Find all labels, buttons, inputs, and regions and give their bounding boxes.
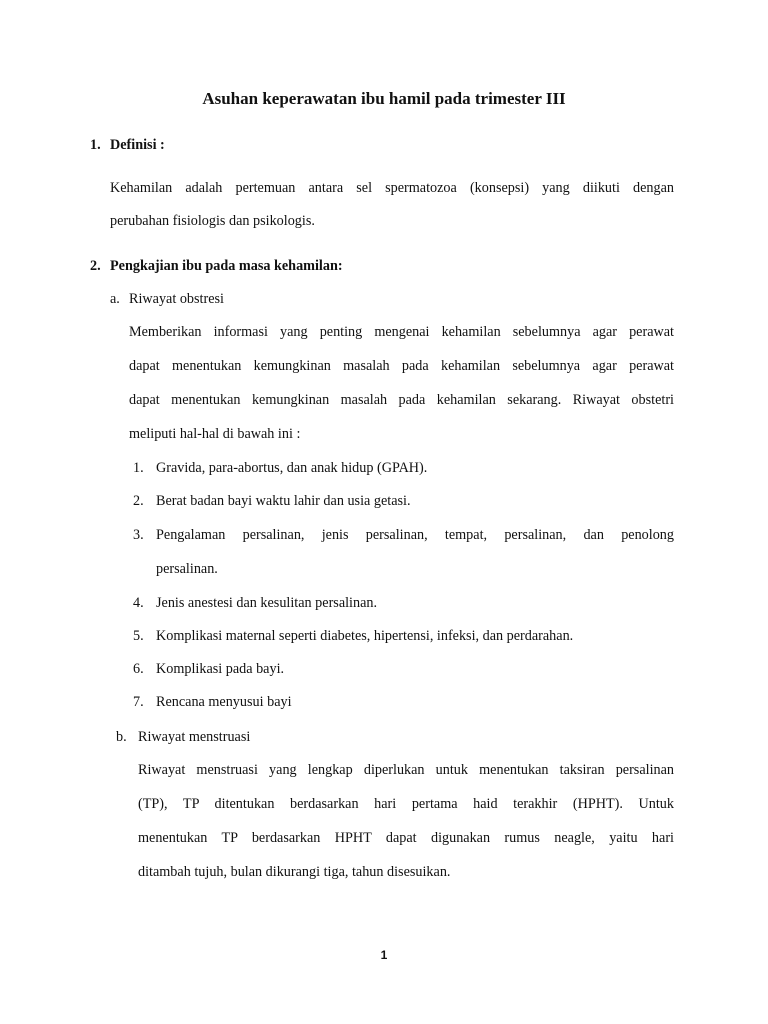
list-item-number: 1. (133, 460, 144, 476)
list-item-number: 7. (133, 694, 144, 710)
list-item-text: Berat badan bayi waktu lahir dan usia getasi. (156, 493, 411, 509)
section-1-heading: Definisi : (110, 137, 165, 153)
list-item-number: 2. (133, 493, 144, 509)
subsection-b-paragraph-line: Riwayat menstruasi yang lengkap diperlukan untuk menentukan taksiran persalinan (138, 762, 674, 778)
list-item-text: Pengalaman persalinan, jenis persalinan, tempat, persalinan, dan penolong (156, 527, 674, 543)
subsection-a-paragraph-line: dapat menentukan kemungkinan masalah pada kehamilan sebelumnya agar perawat (129, 358, 674, 374)
subsection-a-paragraph-line: meliputi hal-hal di bawah ini : (129, 426, 301, 442)
list-item-number: 4. (133, 595, 144, 611)
section-2-number: 2. (90, 258, 101, 274)
subsection-a-title: Riwayat obstresi (129, 291, 224, 307)
subsection-b-paragraph-line: (TP), TP ditentukan berdasarkan hari pertama haid terakhir (HPHT). Untuk (138, 796, 674, 812)
list-item-number: 5. (133, 628, 144, 644)
list-item-text: Rencana menyusui bayi (156, 694, 292, 710)
subsection-b-title: Riwayat menstruasi (138, 729, 251, 745)
list-item-text: Jenis anestesi dan kesulitan persalinan. (156, 595, 378, 611)
subsection-b-paragraph-line: ditambah tujuh, bulan dikurangi tiga, tahun disesuikan. (138, 864, 451, 880)
section-2-heading: Pengkajian ibu pada masa kehamilan: (110, 258, 343, 274)
section-1-paragraph-line: Kehamilan adalah pertemuan antara sel spermatozoa (konsepsi) yang diikuti dengan (110, 180, 674, 196)
subsection-b-label: b. (116, 729, 127, 745)
subsection-a-paragraph-line: Memberikan informasi yang penting mengenai kehamilan sebelumnya agar perawat (129, 324, 674, 340)
list-item-text: Gravida, para-abortus, dan anak hidup (GPAH). (156, 460, 428, 476)
list-item-number: 6. (133, 661, 144, 677)
page-number: 1 (380, 948, 388, 962)
list-item-text: Komplikasi maternal seperti diabetes, hipertensi, infeksi, dan perdarahan. (156, 628, 574, 644)
subsection-a-label: a. (110, 291, 120, 307)
page-title: Asuhan keperawatan ibu hamil pada trimester III (202, 89, 566, 108)
list-item-text-continued: persalinan. (156, 561, 218, 577)
subsection-b-paragraph-line: menentukan TP berdasarkan HPHT dapat digunakan rumus neagle, yaitu hari (138, 830, 674, 846)
list-item-number: 3. (133, 527, 144, 543)
subsection-a-paragraph-line: dapat menentukan kemungkinan masalah pada kehamilan sekarang. Riwayat obstetri (129, 392, 674, 408)
section-1-paragraph-line: perubahan fisiologis dan psikologis. (110, 213, 315, 229)
section-1-number: 1. (90, 137, 101, 153)
list-item-text: Komplikasi pada bayi. (156, 661, 285, 677)
